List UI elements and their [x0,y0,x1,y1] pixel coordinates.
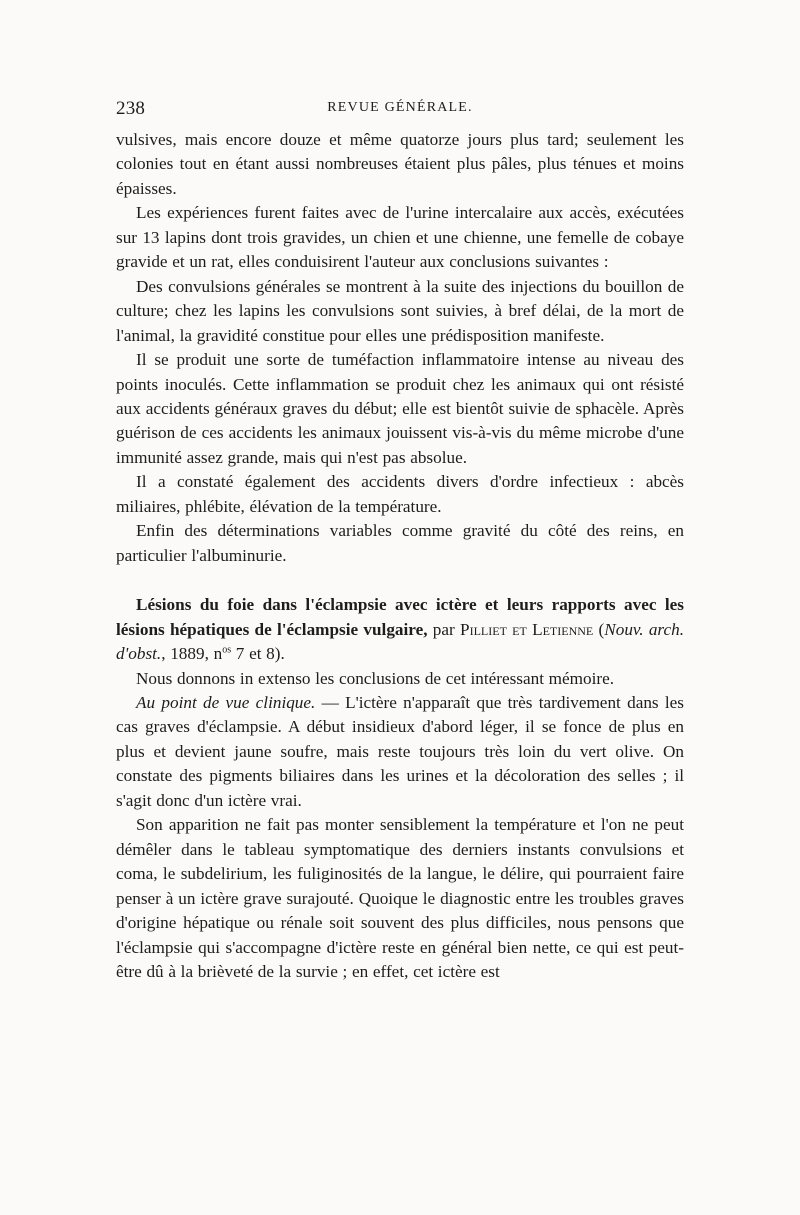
clinical-text: L'ictère n'apparaît que très tardivement dans les cas graves d'éclampsie. A début insidieux d'abord léger, il se fonce de plus en plus et devient jaune soufre, mais reste toujours très loin du vert olive. On constate des pigments biliaires dans les urines et la décoloration des selles ; il s'agit donc d'un ictère vrai. [116,692,684,810]
paragraph-tumefaction: Il se produit une sorte de tuméfaction inflammatoire intense au niveau des points inoculés. Cette inflammation se produit chez les animaux qui ont résisté aux accidents généraux graves du début; elle est bientôt suivie de sphacèle. Après guérison de ces accidents les animaux jouissent vis-à-vis du même microbe d'une immunité assez grande, mais qui n'est pas absolue. [116,350,684,467]
citation-rest: , 1889, n [161,644,223,664]
section-gap [116,568,684,593]
paragraph-convulsions: Des convulsions générales se montrent à la suite des injections du bouillon de culture; chez les lapins les convulsions sont suivies, à bref délai, de la mort de l'animal, la gravidité constitue pour elles une prédisposition manifeste. [116,276,684,345]
section-authors: Pilliet et Letienne [460,619,594,639]
clinical-lead: Au point de vue clinique. [136,692,316,712]
page-number: 238 [116,98,146,119]
page-header [116,98,684,124]
citation-open: ( [593,619,605,639]
paragraph-clinical [116,691,684,813]
citation-end: 7 et 8). [231,644,285,664]
section-heading [116,593,684,666]
section-by: par [427,619,461,639]
paragraph-continuation: vulsives, mais encore douze et même quatorze jours plus tard; seulement les colonies tout en étant aussi nombreuses étaient plus pâles, plus ténues et moins épaisses. [116,130,684,198]
paragraph-intro: Nous donnons in extenso les conclusions de cet intéressant mémoire. [136,668,615,688]
paragraph-accidents: Il a constaté également des accidents divers d'ordre infectieux : abcès miliaires, phlébite, élévation de la température. [116,472,684,516]
citation-sup: os [222,644,232,656]
running-title: REVUE GÉNÉRALE. [327,100,473,115]
paragraph-apparition: Son apparition ne fait pas monter sensiblement la température et l'on ne peut démêler dans le tableau symptomatique des derniers instants convulsions et coma, le subdelirium, les fuliginosités de la langue, le délire, qui pourraient faire penser à un ictère grave surajouté. Quoique le diagnostic entre les troubles graves d'origine hépatique ou rénale soit souvent des plus difficiles, nous pensons que l'éclampsie qui s'accompagne d'ictère reste en général bien nette, ce qui est peut-être dû à la brièveté de la survie ; en effet, cet ictère est [116,815,684,981]
section-title: Lésions du foie dans l'éclampsie avec ictère et leurs rapports avec les lésions hépatiques de l'éclampsie vulgaire, [116,595,684,639]
citation-journal: Nouv. arch. d'obst. [116,619,684,664]
paragraph-kidneys: Enfin des déterminations variables comme gravité du côté des reins, en particulier l'albuminurie. [116,521,684,565]
page [116,98,684,984]
paragraph-experiments: Les expériences furent faites avec de l'urine intercalaire aux accès, exécutées sur 13 lapins dont trois gravides, un chien et une chienne, une femelle de cobaye gravide et un rat, elles conduisirent l'auteur aux conclusions suivantes : [116,203,684,272]
body-text [116,128,684,984]
clinical-dash: — [315,692,346,712]
